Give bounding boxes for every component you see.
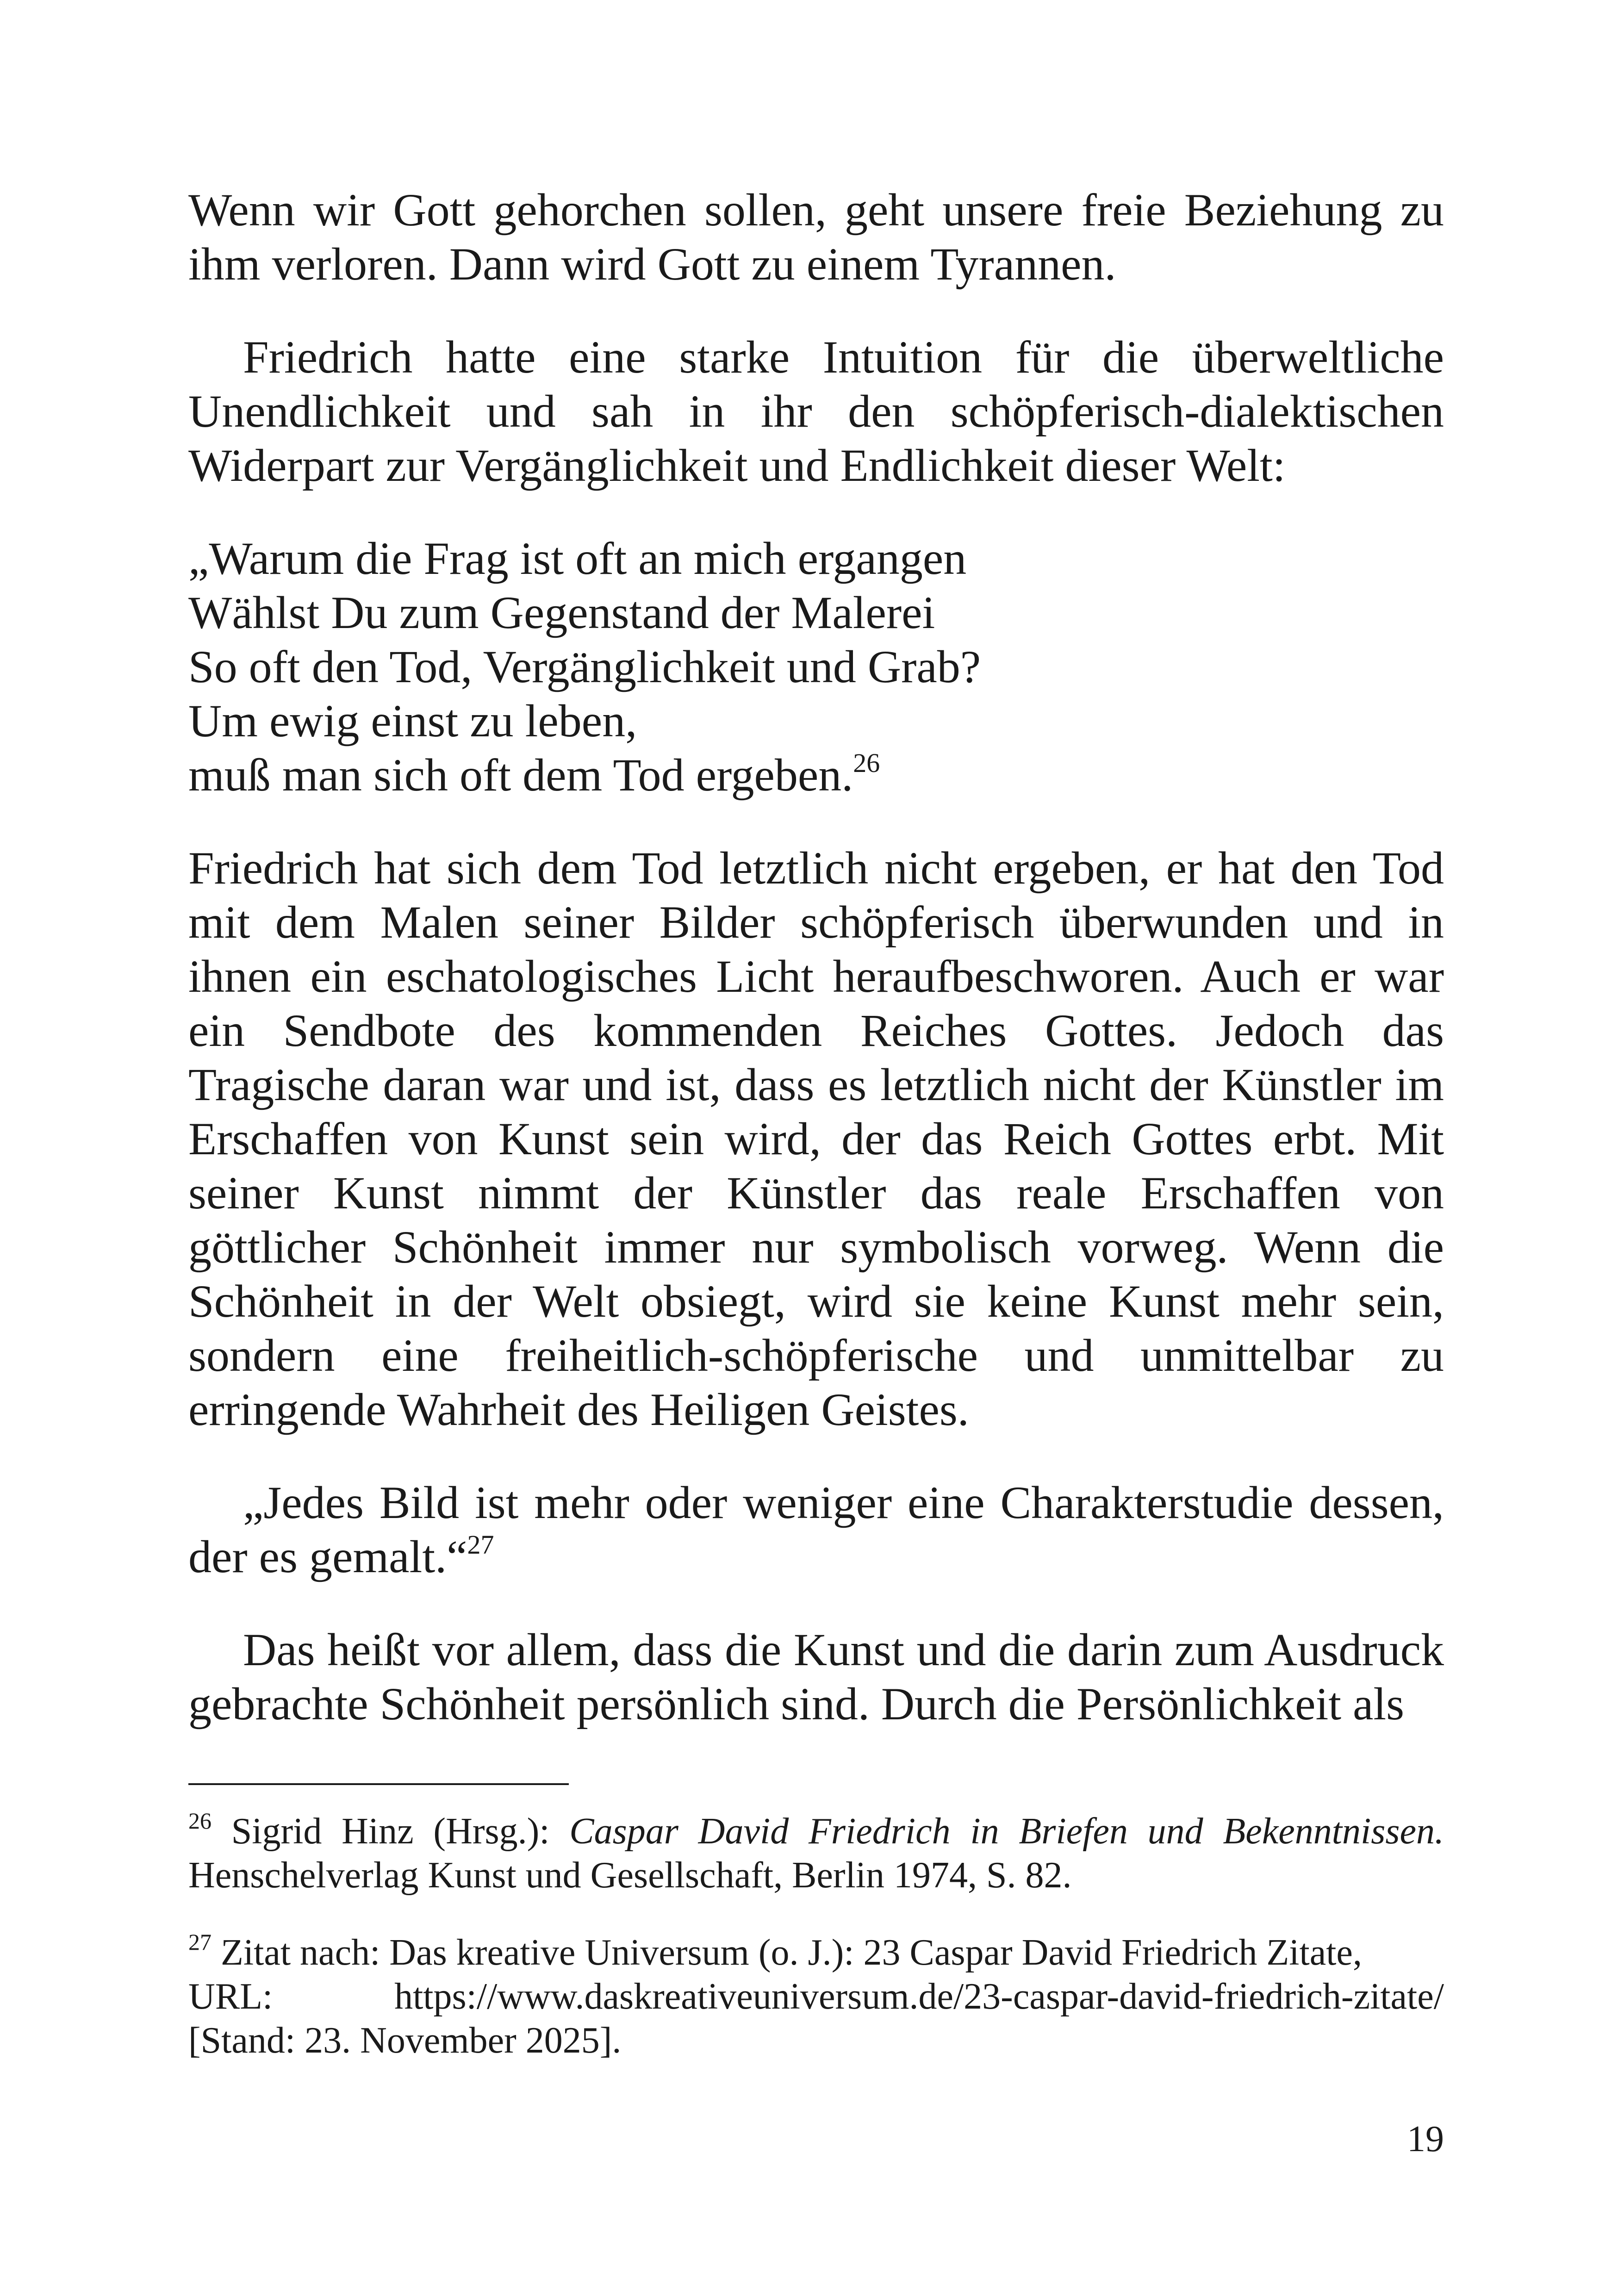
poem-quote bbox=[188, 531, 1444, 802]
footnote-number: 26 bbox=[188, 1808, 212, 1834]
paragraph-4-quote bbox=[188, 1475, 1444, 1584]
poem-line-last bbox=[188, 748, 1444, 802]
footnote-book-title: Caspar David Friedrich in Briefen und Bekenntnissen. bbox=[569, 1811, 1444, 1852]
paragraph-3: Friedrich hat sich dem Tod letztlich nicht ergeben, er hat den Tod mit dem Malen seiner Bilder schöpferisch überwunden und in ihnen ein eschatologisches Licht heraufbeschworen. Auch er war ein Sendbote des kommenden Reiches Gottes. Jedoch das Tragische daran war und ist, dass es letztlich nicht der Künstler im Erschaffen von Kunst sein wird, der das Reich Gottes erbt. Mit seiner Kunst nimmt der Künstler das reale Erschaffen von göttlicher Schönheit immer nur symbolisch vorweg. Wenn die Schönheit in der Welt obsiegt, wird sie keine Kunst mehr sein, sondern eine freiheitlich-schöpferische und unmittelbar zu erringende Wahrheit des Heiligen Geistes. bbox=[188, 842, 1444, 1435]
footnote-publisher: Henschelverlag Kunst und Gesellschaft, Berlin 1974, S. 82. bbox=[188, 1855, 1072, 1896]
poem-line: So oft den Tod, Vergänglichkeit und Grab? bbox=[188, 641, 981, 692]
footnote-citation bbox=[188, 1931, 1444, 1975]
main-text bbox=[188, 183, 1444, 1731]
footnote-text: Zitat nach: Das kreative Universum (o. J.): 23 Caspar David Friedrich Zitate, bbox=[221, 1932, 1362, 1973]
paragraph-5: Das heißt vor allem, dass die Kunst und die darin zum Ausdruck gebrachte Schönheit persönlich sind. Durch die Persönlichkeit als bbox=[188, 1624, 1444, 1730]
footnote-access-date: [Stand: 23. November 2025]. bbox=[188, 2020, 622, 2061]
footnote-ref-27[interactable]: 27 bbox=[467, 1530, 494, 1560]
footnote-ref-26[interactable]: 26 bbox=[853, 748, 880, 778]
footnote-url-label: URL: bbox=[188, 1976, 273, 2017]
paragraph-2: Friedrich hatte eine starke Intuition für die überweltliche Unendlichkeit und sah in ihr den schöpferisch-dialektischen Widerpart zur Vergänglichkeit und Endlichkeit dieser Welt: bbox=[188, 331, 1444, 491]
footnote-number: 27 bbox=[188, 1929, 212, 1955]
footnote-27 bbox=[188, 1931, 1444, 2063]
poem-line: „Warum die Frag ist oft an mich ergangen bbox=[188, 533, 967, 584]
footnote-separator bbox=[188, 1783, 569, 1785]
poem-line: Um ewig einst zu leben, bbox=[188, 695, 637, 747]
quote-text: „Jedes Bild ist mehr oder weniger eine Charakterstudie dessen, der es gemalt.“ bbox=[188, 1477, 1444, 1582]
footnotes-section bbox=[188, 1810, 1444, 2063]
footnote-url-line bbox=[188, 1975, 1444, 2019]
page-number: 19 bbox=[1407, 2119, 1444, 2159]
footnote-url-link[interactable]: https://www.daskreativeuniversum.de/23-caspar-david-friedrich-zitate/ bbox=[394, 1976, 1444, 2017]
poem-line: Wählst Du zum Gegenstand der Malerei bbox=[188, 587, 935, 638]
footnote-26 bbox=[188, 1810, 1444, 1898]
poem-line-text: muß man sich oft dem Tod ergeben. bbox=[188, 749, 853, 801]
footnote-author: Sigrid Hinz (Hrsg.): bbox=[231, 1811, 570, 1852]
paragraph-1: Wenn wir Gott gehorchen sollen, geht unsere freie Beziehung zu ihm verloren. Dann wird Gott zu einem Tyrannen. bbox=[188, 184, 1444, 290]
